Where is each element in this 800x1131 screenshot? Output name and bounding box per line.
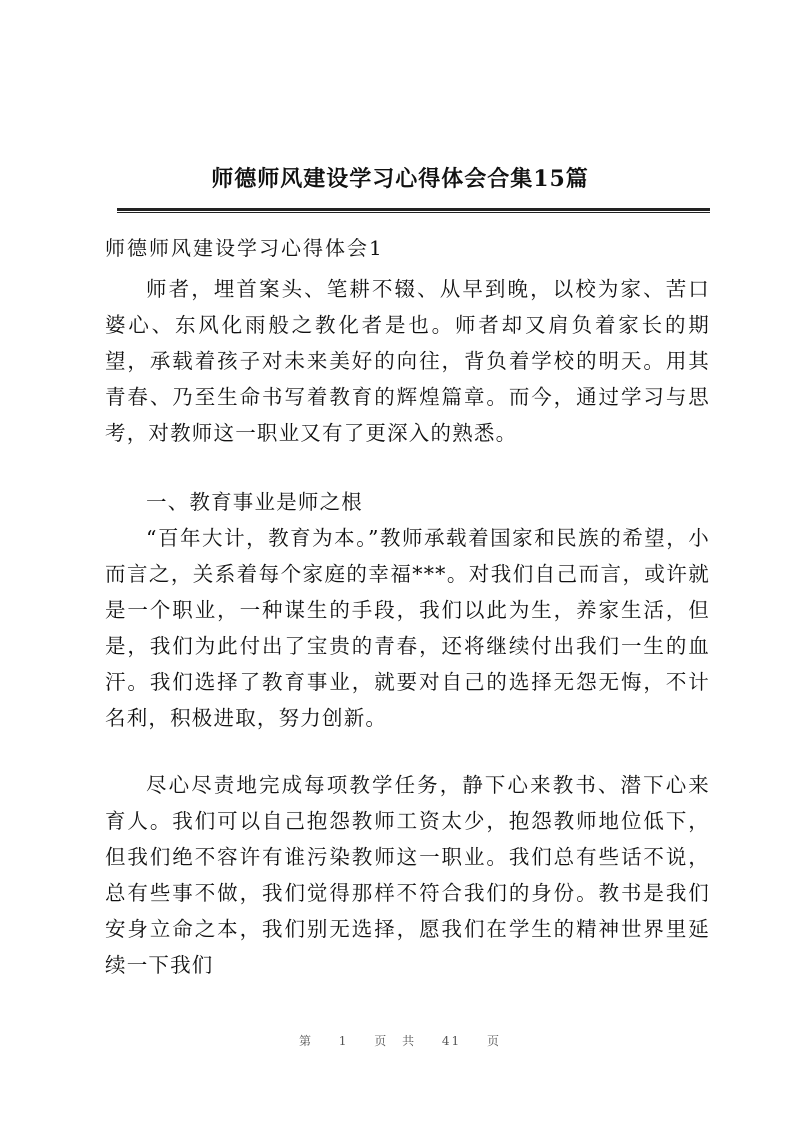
body-paragraph-2: “百年大计，教育为本。”教师承载着国家和民族的希望，小而言之，关系着每个家庭的幸福***。对我们自己而言，或许就是一个职业，一种谋生的手段，我们以此为生，养家生活，但是，我们为此付出了宝贵的青春，还将继续付出我们一生的血汗。我们选择了教育事业，就要对自己的选择无怨无悔，不计名利，积极进取，努力创新。: [105, 526, 710, 730]
title-divider-thin: [117, 212, 710, 213]
footer-current-page: 1: [338, 1034, 349, 1048]
body-paragraph-3: 尽心尽责地完成每项教学任务，静下心来教书、潜下心来育人。我们可以自己抱怨教师工资太少，抱怨教师地位低下，但我们绝不容许有谁污染教师这一职业。我们总有些话不说，总有些事不做，我们觉得那样不符合我们的身份。教书是我们安身立命之本，我们别无选择，愿我们在学生的精神世界里延续一下我们: [105, 773, 710, 977]
body-paragraph-1: 师者，埋首案头、笔耕不辍、从早到晚，以校为家、苦口婆心、东风化雨般之教化者是也。师者却又肩负着家长的期望，承载着孩子对未来美好的向往，背负着学校的明天。用其青春、乃至生命书写着教育的辉煌篇章。而今，通过学习与思考，对教师这一职业又有了更深入的熟悉。: [105, 277, 710, 445]
page-footer: [0, 1032, 800, 1049]
footer-prefix: 第: [298, 1034, 313, 1048]
document-title: 师德师风建设学习心得体会合集15篇: [211, 166, 589, 192]
section-heading-1: 一、教育事业是师之根: [146, 490, 363, 514]
footer-suffix: 页: [487, 1034, 502, 1048]
footer-total-pages: 41: [441, 1034, 462, 1048]
title-divider: [117, 208, 710, 211]
footer-mid: 页 共: [374, 1034, 417, 1048]
section-subtitle: 师德师风建设学习心得体会1: [105, 236, 384, 260]
